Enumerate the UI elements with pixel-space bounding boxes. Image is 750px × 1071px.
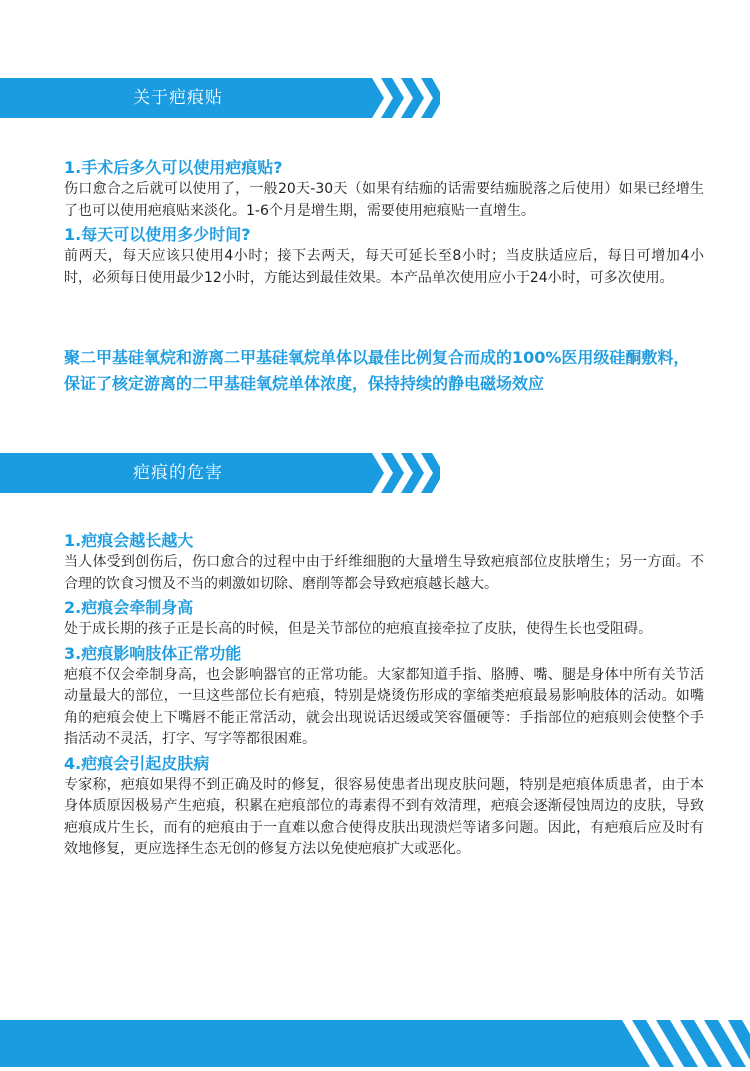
- question-heading: 1.每天可以使用多少时间?: [64, 225, 251, 244]
- section-banner-harm: [0, 453, 440, 493]
- harm-text: 处于成长期的孩子正是长高的时候，但是关节部位的疤痕直接牵拉了皮肤，使得生长也受阻碍。: [64, 621, 652, 637]
- harm-text: 当人体受到创伤后，伤口愈合的过程中由于纤维细胞的大量增生导致疤痕部位皮肤增生；另一方面。不合理的饮食习惯及不当的刺激如切除、磨削等都会导致疤痕越长越大。: [64, 554, 704, 592]
- section-about-content: [64, 157, 704, 291]
- harm-heading: 1.疤痕会越长越大: [64, 531, 194, 550]
- harm-heading: 3.疤痕影响肢体正常功能: [64, 643, 242, 663]
- section-title: 疤痕的危害: [133, 463, 223, 483]
- answer-text: 前两天，每天应该只使用4小时；接下去两天，每天可延长至8小时；当皮肤适应后，每日可增加4小时，必须每日使用最少12小时，方能达到最佳效果。本产品单次使用应小于24小时，可多次使用。: [64, 248, 704, 286]
- harm-text: 专家称，疤痕如果得不到正确及时的修复，很容易使患者出现皮肤问题，特别是疤痕体质患者，由于本身体质原因极易产生疤痕，积累在疤痕部位的毒素得不到有效清理，疤痕会逐渐侵蚀周边的皮肤，导致疤痕成片生长，而有的疤痕由于一直难以愈合使得皮肤出现溃烂等诸多问题。因此，有疤痕后应及时有效地修复，更应选择生态无创的修复方法以免使疤痕扩大或恶化。: [64, 776, 704, 857]
- footer-stripes: [0, 1020, 750, 1067]
- answer-text: 伤口愈合之后就可以使用了，一般20天-30天（如果有结痂的话需要结痂脱落之后使用）如果已经增生了也可以使用疤痕贴来淡化。1-6个月是增生期，需要使用疤痕贴一直增生。: [64, 181, 704, 219]
- harm-text: 疤痕不仅会牵制身高，也会影响器官的正常功能。大家都知道手指、胳膊、嘴、腿是身体中所有关节活动量最大的部位，一旦这些部位长有疤痕，特别是烧烫伤形成的挛缩类疤痕最易影响肢体的活动。如嘴角的疤痕会使上下嘴唇不能正常活动，就会出现说话迟缓或笑容僵硬等：手指部位的疤痕则会使整个手指活动不灵活，打字、写字等都很困难。: [64, 666, 704, 747]
- product-highlight: 聚二甲基硅氧烷和游离二甲基硅氧烷单体以最佳比例复合而成的100%医用级硅酮敷料，保证了核定游离的二甲基硅氧烷单体浓度，保持持续的静电磁场效应: [64, 348, 690, 393]
- section-harm-content: [64, 530, 704, 863]
- footer-bar: [0, 1020, 750, 1067]
- section-banner-about: [0, 78, 440, 118]
- question-heading: 1.手术后多久可以使用疤痕贴?: [64, 158, 283, 177]
- harm-heading: 4.疤痕会引起皮肤病: [64, 753, 210, 773]
- harm-heading: 2.疤痕会牵制身高: [64, 598, 194, 617]
- section-title: 关于疤痕贴: [133, 88, 223, 108]
